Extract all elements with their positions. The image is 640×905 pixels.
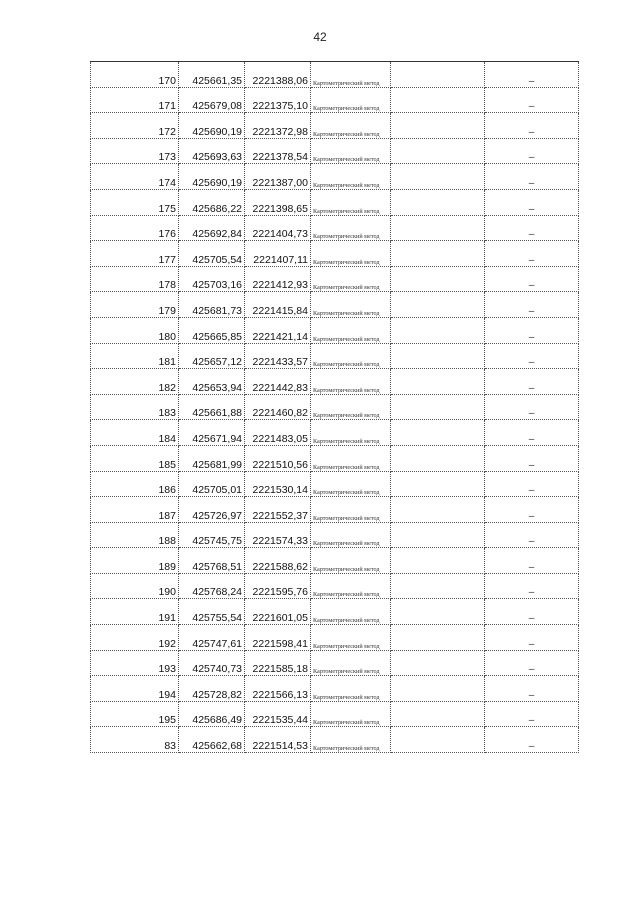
method-cell: Картометрический метод [311, 394, 391, 420]
empty-cell [391, 420, 485, 446]
method-cell: Картометрический метод [311, 266, 391, 292]
point-number-cell: 188 [91, 522, 179, 548]
x-coordinate-cell: 425740,73 [179, 650, 245, 676]
table-row [91, 522, 579, 548]
x-coordinate-cell: 425653,94 [179, 369, 245, 395]
table-row [91, 87, 579, 113]
table-row [91, 573, 579, 599]
y-coordinate-cell: 2221585,18 [245, 650, 311, 676]
y-coordinate-cell: 2221407,11 [245, 241, 311, 267]
y-coordinate-cell: 2221510,56 [245, 445, 311, 471]
empty-cell [391, 471, 485, 497]
x-coordinate-cell: 425690,19 [179, 164, 245, 190]
accuracy-cell: – [485, 113, 579, 139]
point-number-cell: 179 [91, 292, 179, 318]
table-row [91, 701, 579, 727]
x-coordinate-cell: 425728,82 [179, 676, 245, 702]
accuracy-cell: – [485, 369, 579, 395]
y-coordinate-cell: 2221514,53 [245, 727, 311, 753]
empty-cell [391, 62, 485, 88]
point-number-cell: 185 [91, 445, 179, 471]
y-coordinate-cell: 2221442,83 [245, 369, 311, 395]
point-number-cell: 184 [91, 420, 179, 446]
empty-cell [391, 394, 485, 420]
point-number-cell: 175 [91, 189, 179, 215]
method-cell: Картометрический метод [311, 241, 391, 267]
point-number-cell: 174 [91, 164, 179, 190]
method-cell: Картометрический метод [311, 189, 391, 215]
x-coordinate-cell: 425671,94 [179, 420, 245, 446]
empty-cell [391, 676, 485, 702]
point-number-cell: 181 [91, 343, 179, 369]
y-coordinate-cell: 2221535,44 [245, 701, 311, 727]
x-coordinate-cell: 425681,73 [179, 292, 245, 318]
y-coordinate-cell: 2221460,82 [245, 394, 311, 420]
method-cell: Картометрический метод [311, 701, 391, 727]
empty-cell [391, 317, 485, 343]
method-cell: Картометрический метод [311, 317, 391, 343]
coordinates-table [90, 61, 579, 753]
x-coordinate-cell: 425755,54 [179, 599, 245, 625]
method-cell: Картометрический метод [311, 369, 391, 395]
table-row [91, 625, 579, 651]
accuracy-cell: – [485, 573, 579, 599]
table-row [91, 471, 579, 497]
method-cell: Картометрический метод [311, 113, 391, 139]
point-number-cell: 177 [91, 241, 179, 267]
point-number-cell: 195 [91, 701, 179, 727]
point-number-cell: 193 [91, 650, 179, 676]
empty-cell [391, 138, 485, 164]
x-coordinate-cell: 425686,22 [179, 189, 245, 215]
empty-cell [391, 650, 485, 676]
accuracy-cell: – [485, 522, 579, 548]
y-coordinate-cell: 2221595,76 [245, 573, 311, 599]
method-cell: Картометрический метод [311, 343, 391, 369]
accuracy-cell: – [485, 676, 579, 702]
table-row [91, 317, 579, 343]
x-coordinate-cell: 425690,19 [179, 113, 245, 139]
method-cell: Картометрический метод [311, 650, 391, 676]
empty-cell [391, 87, 485, 113]
method-cell: Картометрический метод [311, 727, 391, 753]
method-cell: Картометрический метод [311, 599, 391, 625]
empty-cell [391, 522, 485, 548]
table-row [91, 343, 579, 369]
method-cell: Картометрический метод [311, 676, 391, 702]
accuracy-cell: – [485, 266, 579, 292]
accuracy-cell: – [485, 189, 579, 215]
method-cell: Картометрический метод [311, 164, 391, 190]
method-cell: Картометрический метод [311, 292, 391, 318]
empty-cell [391, 164, 485, 190]
method-cell: Картометрический метод [311, 445, 391, 471]
accuracy-cell: – [485, 625, 579, 651]
empty-cell [391, 727, 485, 753]
table-row [91, 62, 579, 88]
x-coordinate-cell: 425686,49 [179, 701, 245, 727]
x-coordinate-cell: 425692,84 [179, 215, 245, 241]
accuracy-cell: – [485, 164, 579, 190]
table-row [91, 548, 579, 574]
x-coordinate-cell: 425665,85 [179, 317, 245, 343]
x-coordinate-cell: 425693,63 [179, 138, 245, 164]
table-row [91, 292, 579, 318]
point-number-cell: 192 [91, 625, 179, 651]
x-coordinate-cell: 425662,68 [179, 727, 245, 753]
point-number-cell: 176 [91, 215, 179, 241]
point-number-cell: 171 [91, 87, 179, 113]
point-number-cell: 187 [91, 497, 179, 523]
table-row [91, 215, 579, 241]
x-coordinate-cell: 425679,08 [179, 87, 245, 113]
accuracy-cell: – [485, 215, 579, 241]
point-number-cell: 191 [91, 599, 179, 625]
accuracy-cell: – [485, 394, 579, 420]
point-number-cell: 194 [91, 676, 179, 702]
table-row [91, 676, 579, 702]
table-row [91, 369, 579, 395]
y-coordinate-cell: 2221421,14 [245, 317, 311, 343]
x-coordinate-cell: 425657,12 [179, 343, 245, 369]
table-row [91, 445, 579, 471]
table-row [91, 266, 579, 292]
point-number-cell: 178 [91, 266, 179, 292]
method-cell: Картометрический метод [311, 471, 391, 497]
point-number-cell: 190 [91, 573, 179, 599]
y-coordinate-cell: 2221530,14 [245, 471, 311, 497]
page-number: 42 [313, 30, 327, 44]
y-coordinate-cell: 2221404,73 [245, 215, 311, 241]
point-number-cell: 170 [91, 62, 179, 88]
empty-cell [391, 497, 485, 523]
accuracy-cell: – [485, 471, 579, 497]
empty-cell [391, 548, 485, 574]
y-coordinate-cell: 2221588,62 [245, 548, 311, 574]
accuracy-cell: – [485, 317, 579, 343]
point-number-cell: 186 [91, 471, 179, 497]
x-coordinate-cell: 425726,97 [179, 497, 245, 523]
table-row [91, 727, 579, 753]
accuracy-cell: – [485, 548, 579, 574]
x-coordinate-cell: 425745,75 [179, 522, 245, 548]
method-cell: Картометрический метод [311, 548, 391, 574]
accuracy-cell: – [485, 650, 579, 676]
y-coordinate-cell: 2221387,00 [245, 164, 311, 190]
y-coordinate-cell: 2221601,05 [245, 599, 311, 625]
table-row [91, 420, 579, 446]
accuracy-cell: – [485, 599, 579, 625]
y-coordinate-cell: 2221552,37 [245, 497, 311, 523]
method-cell: Картометрический метод [311, 573, 391, 599]
y-coordinate-cell: 2221375,10 [245, 87, 311, 113]
x-coordinate-cell: 425747,61 [179, 625, 245, 651]
table-row [91, 189, 579, 215]
accuracy-cell: – [485, 497, 579, 523]
x-coordinate-cell: 425705,54 [179, 241, 245, 267]
y-coordinate-cell: 2221388,06 [245, 62, 311, 88]
empty-cell [391, 113, 485, 139]
empty-cell [391, 343, 485, 369]
y-coordinate-cell: 2221412,93 [245, 266, 311, 292]
empty-cell [391, 215, 485, 241]
method-cell: Картометрический метод [311, 215, 391, 241]
accuracy-cell: – [485, 87, 579, 113]
point-number-cell: 180 [91, 317, 179, 343]
empty-cell [391, 599, 485, 625]
empty-cell [391, 625, 485, 651]
point-number-cell: 189 [91, 548, 179, 574]
table-row [91, 138, 579, 164]
empty-cell [391, 369, 485, 395]
accuracy-cell: – [485, 727, 579, 753]
empty-cell [391, 241, 485, 267]
method-cell: Картометрический метод [311, 62, 391, 88]
y-coordinate-cell: 2221566,13 [245, 676, 311, 702]
coordinates-table-body [91, 62, 579, 753]
table-row [91, 394, 579, 420]
y-coordinate-cell: 2221372,98 [245, 113, 311, 139]
x-coordinate-cell: 425768,51 [179, 548, 245, 574]
point-number-cell: 183 [91, 394, 179, 420]
x-coordinate-cell: 425661,35 [179, 62, 245, 88]
accuracy-cell: – [485, 138, 579, 164]
y-coordinate-cell: 2221415,84 [245, 292, 311, 318]
method-cell: Картометрический метод [311, 87, 391, 113]
accuracy-cell: – [485, 292, 579, 318]
table-row [91, 497, 579, 523]
table-row [91, 599, 579, 625]
accuracy-cell: – [485, 241, 579, 267]
accuracy-cell: – [485, 701, 579, 727]
y-coordinate-cell: 2221574,33 [245, 522, 311, 548]
method-cell: Картометрический метод [311, 138, 391, 164]
y-coordinate-cell: 2221433,57 [245, 343, 311, 369]
x-coordinate-cell: 425705,01 [179, 471, 245, 497]
accuracy-cell: – [485, 420, 579, 446]
y-coordinate-cell: 2221398,65 [245, 189, 311, 215]
table-row [91, 650, 579, 676]
empty-cell [391, 573, 485, 599]
accuracy-cell: – [485, 445, 579, 471]
table-row [91, 164, 579, 190]
y-coordinate-cell: 2221598,41 [245, 625, 311, 651]
x-coordinate-cell: 425661,88 [179, 394, 245, 420]
y-coordinate-cell: 2221378,54 [245, 138, 311, 164]
empty-cell [391, 292, 485, 318]
x-coordinate-cell: 425768,24 [179, 573, 245, 599]
method-cell: Картометрический метод [311, 497, 391, 523]
point-number-cell: 173 [91, 138, 179, 164]
y-coordinate-cell: 2221483,05 [245, 420, 311, 446]
method-cell: Картометрический метод [311, 522, 391, 548]
x-coordinate-cell: 425681,99 [179, 445, 245, 471]
empty-cell [391, 266, 485, 292]
empty-cell [391, 189, 485, 215]
point-number-cell: 172 [91, 113, 179, 139]
table-row [91, 241, 579, 267]
method-cell: Картометрический метод [311, 625, 391, 651]
point-number-cell: 83 [91, 727, 179, 753]
point-number-cell: 182 [91, 369, 179, 395]
x-coordinate-cell: 425703,16 [179, 266, 245, 292]
table-row [91, 113, 579, 139]
empty-cell [391, 445, 485, 471]
empty-cell [391, 701, 485, 727]
accuracy-cell: – [485, 62, 579, 88]
accuracy-cell: – [485, 343, 579, 369]
method-cell: Картометрический метод [311, 420, 391, 446]
